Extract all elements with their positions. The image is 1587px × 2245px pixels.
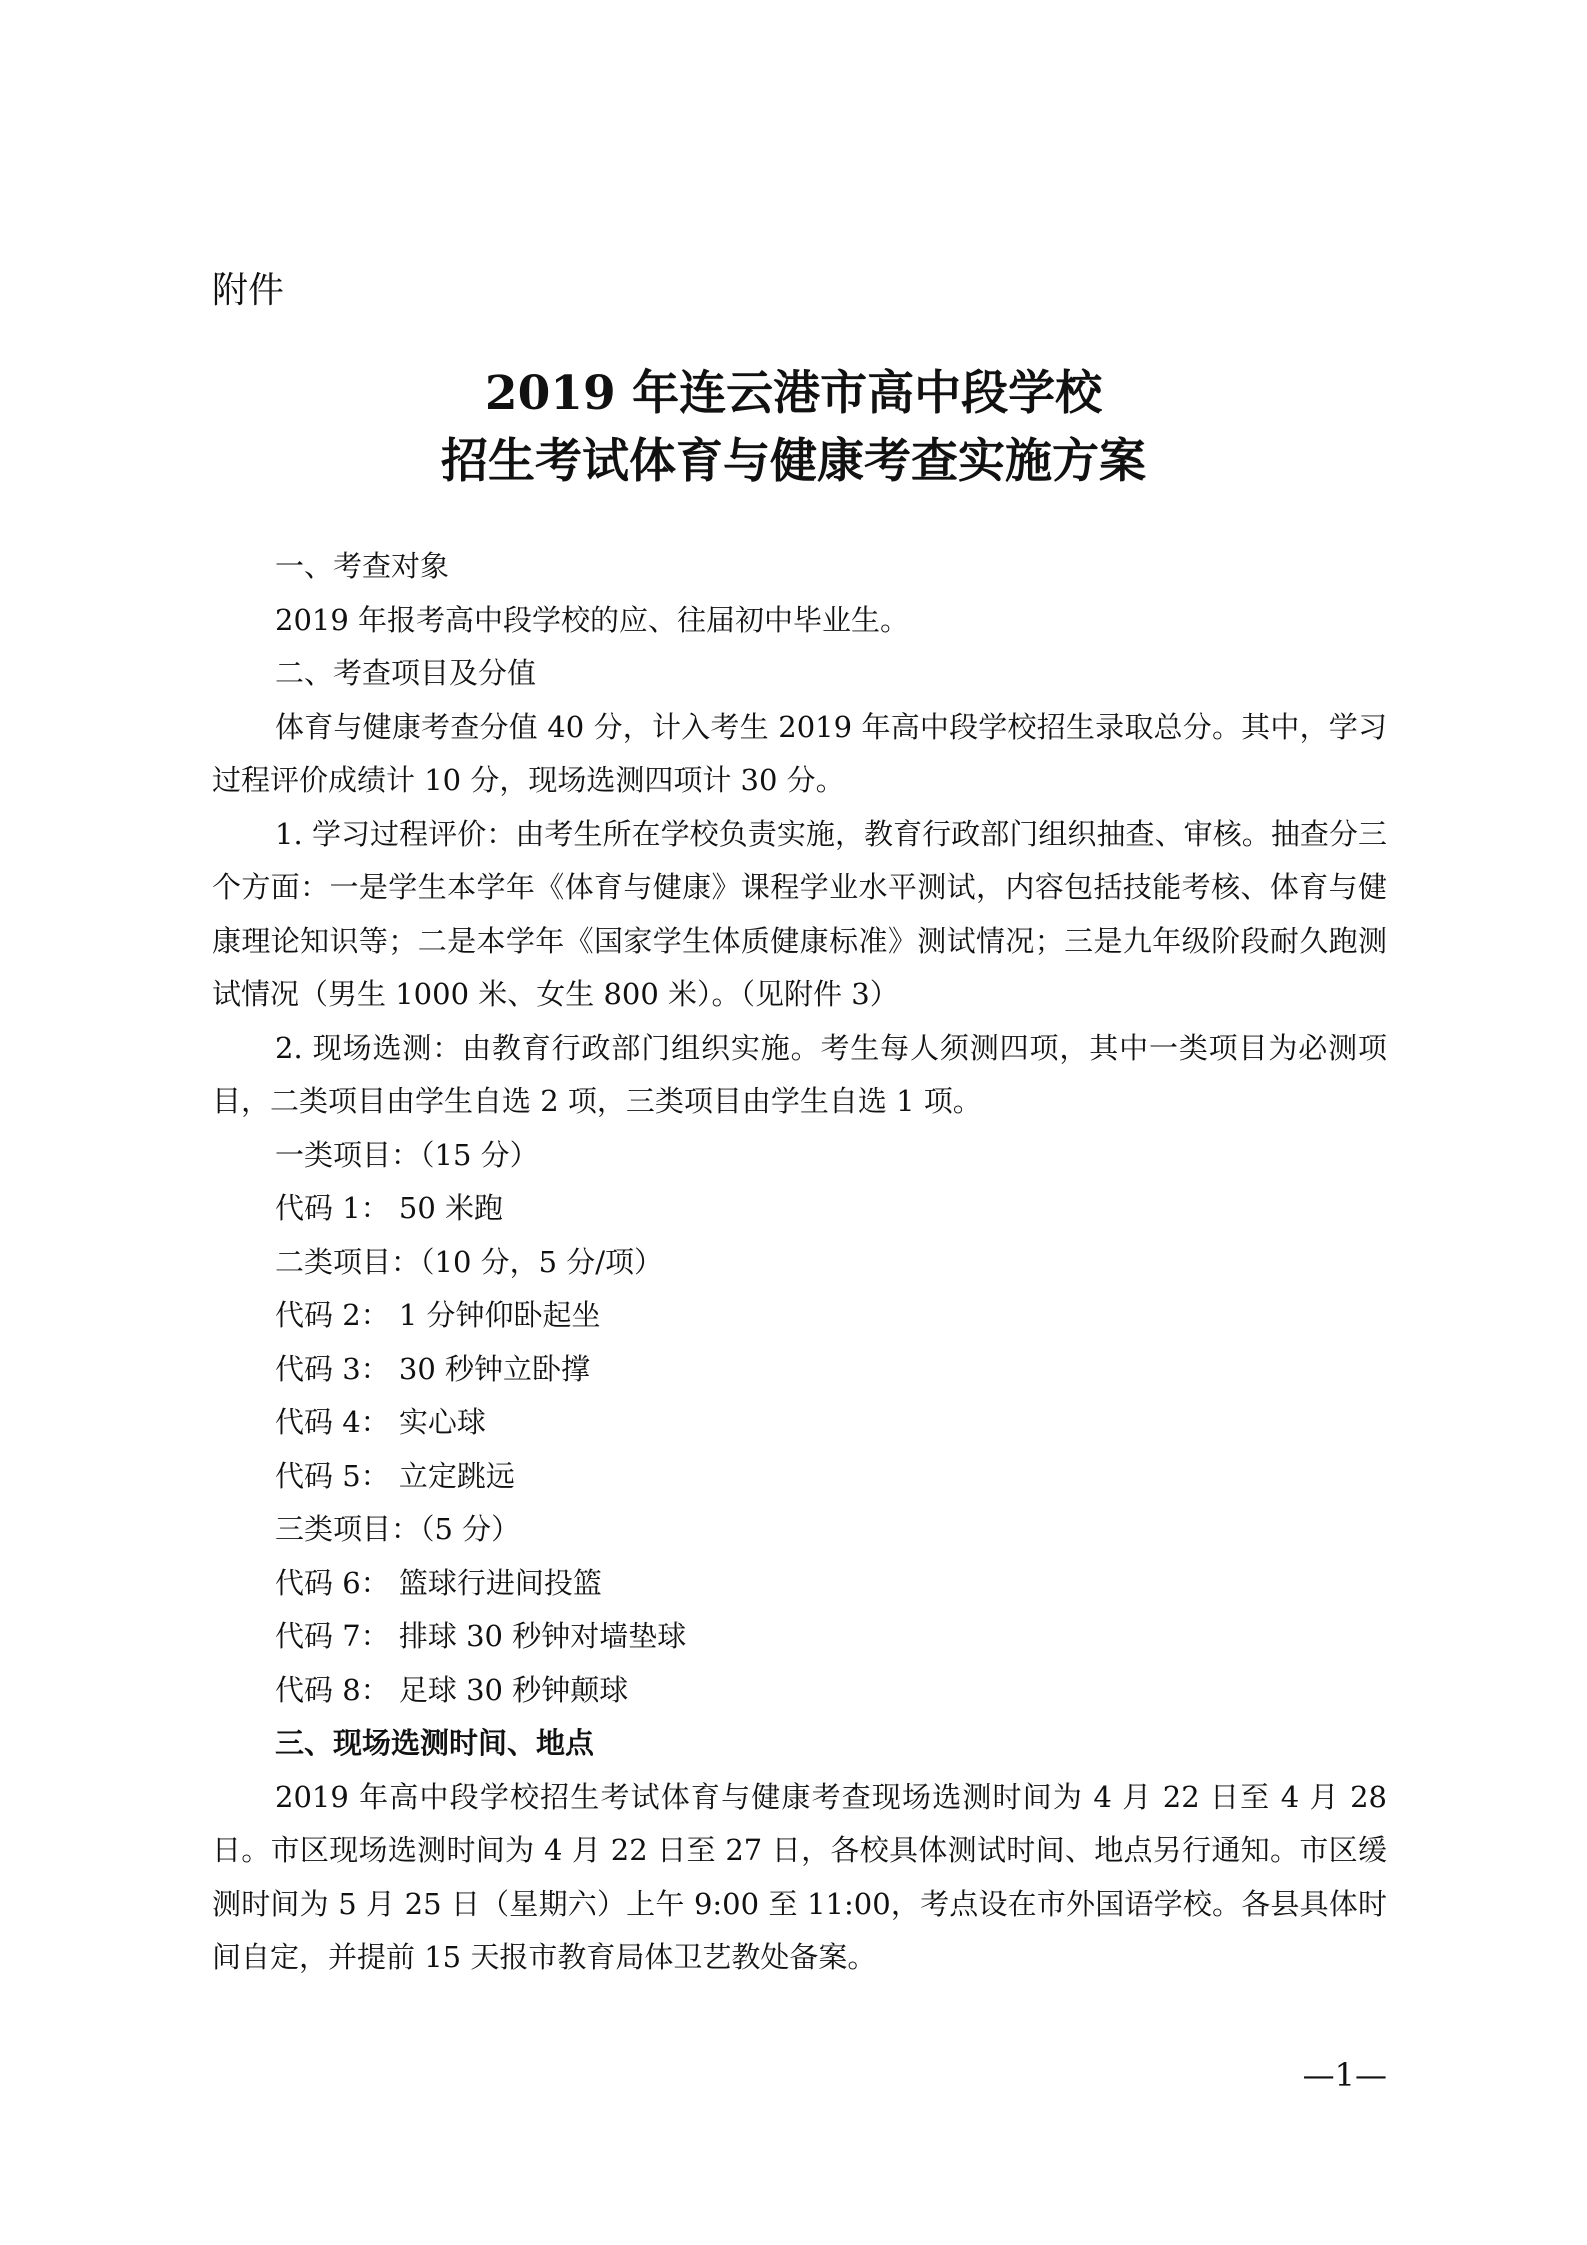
item-code-3: 代码 3： 30 秒钟立卧撑 (275, 1351, 591, 1386)
item-code-2: 代码 2： 1 分钟仰卧起坐 (275, 1298, 601, 1332)
item-code-5: 代码 5： 立定跳远 (275, 1458, 515, 1493)
document-title-line-1: 2019 年连云港市高中段学校 (484, 366, 1103, 421)
attachment-label: 附件 (212, 270, 285, 311)
section-heading-2: 二、考查项目及分值 (275, 656, 537, 690)
section-2-paragraph-1: 体育与健康考查分值 40 分，计入考生 2019 年高中段学校招生录取总分。其中，学习过程评价成绩计 10 分，现场选测四项计 30 分。 (212, 709, 1387, 797)
section-1-paragraph: 2019 年报考高中段学校的应、往届初中毕业生。 (275, 602, 910, 637)
item-category-2: 二类项目：（10 分，5 分/项） (275, 1244, 664, 1279)
document-body (212, 540, 1387, 1985)
section-3-paragraph: 2019 年高中段学校招生考试体育与健康考查现场选测时间为 4 月 22 日至 4 月 28 日。市区现场选测时间为 4 月 22 日至 27 日，各校具体测试时间、地点另行通知。市区缓测时间为 5 月 25 日（星期六）上午 9:00 至 11:00，考点设在市外国语学校。各县具体时间自定，并提前 15 天报市教育局体卫艺教处备案。 (212, 1779, 1387, 1974)
page-number: —1— (1302, 2056, 1387, 2094)
section-heading-3: 三、现场选测时间、地点 (275, 1726, 595, 1760)
item-code-7: 代码 7： 排球 30 秒钟对墙垫球 (275, 1619, 687, 1653)
item-category-1: 一类项目：（15 分） (275, 1137, 539, 1172)
item-code-6: 代码 6： 篮球行进间投篮 (275, 1565, 602, 1600)
item-code-1: 代码 1： 50 米跑 (275, 1191, 504, 1225)
item-code-8: 代码 8： 足球 30 秒钟颠球 (275, 1672, 629, 1707)
section-heading-1: 一、考查对象 (275, 549, 450, 583)
item-category-3: 三类项目：（5 分） (275, 1512, 521, 1546)
document-title-line-2: 招生考试体育与健康考查实施方案 (441, 434, 1146, 489)
section-2-paragraph-3: 2. 现场选测：由教育行政部门组织实施。考生每人须测四项，其中一类项目为必测项目，二类项目由学生自选 2 项，三类项目由学生自选 1 项。 (212, 1030, 1387, 1118)
item-code-4: 代码 4： 实心球 (275, 1405, 486, 1439)
section-2-paragraph-2: 1. 学习过程评价：由考生所在学校负责实施，教育行政部门组织抽查、审核。抽查分三个方面：一是学生本学年《体育与健康》课程学业水平测试，内容包括技能考核、体育与健康理论知识等；二是本学年《国家学生体质健康标准》测试情况；三是九年级阶段耐久跑测试情况（男生 1000 米、女生 800 米）。（见附件 3） (212, 816, 1387, 1011)
